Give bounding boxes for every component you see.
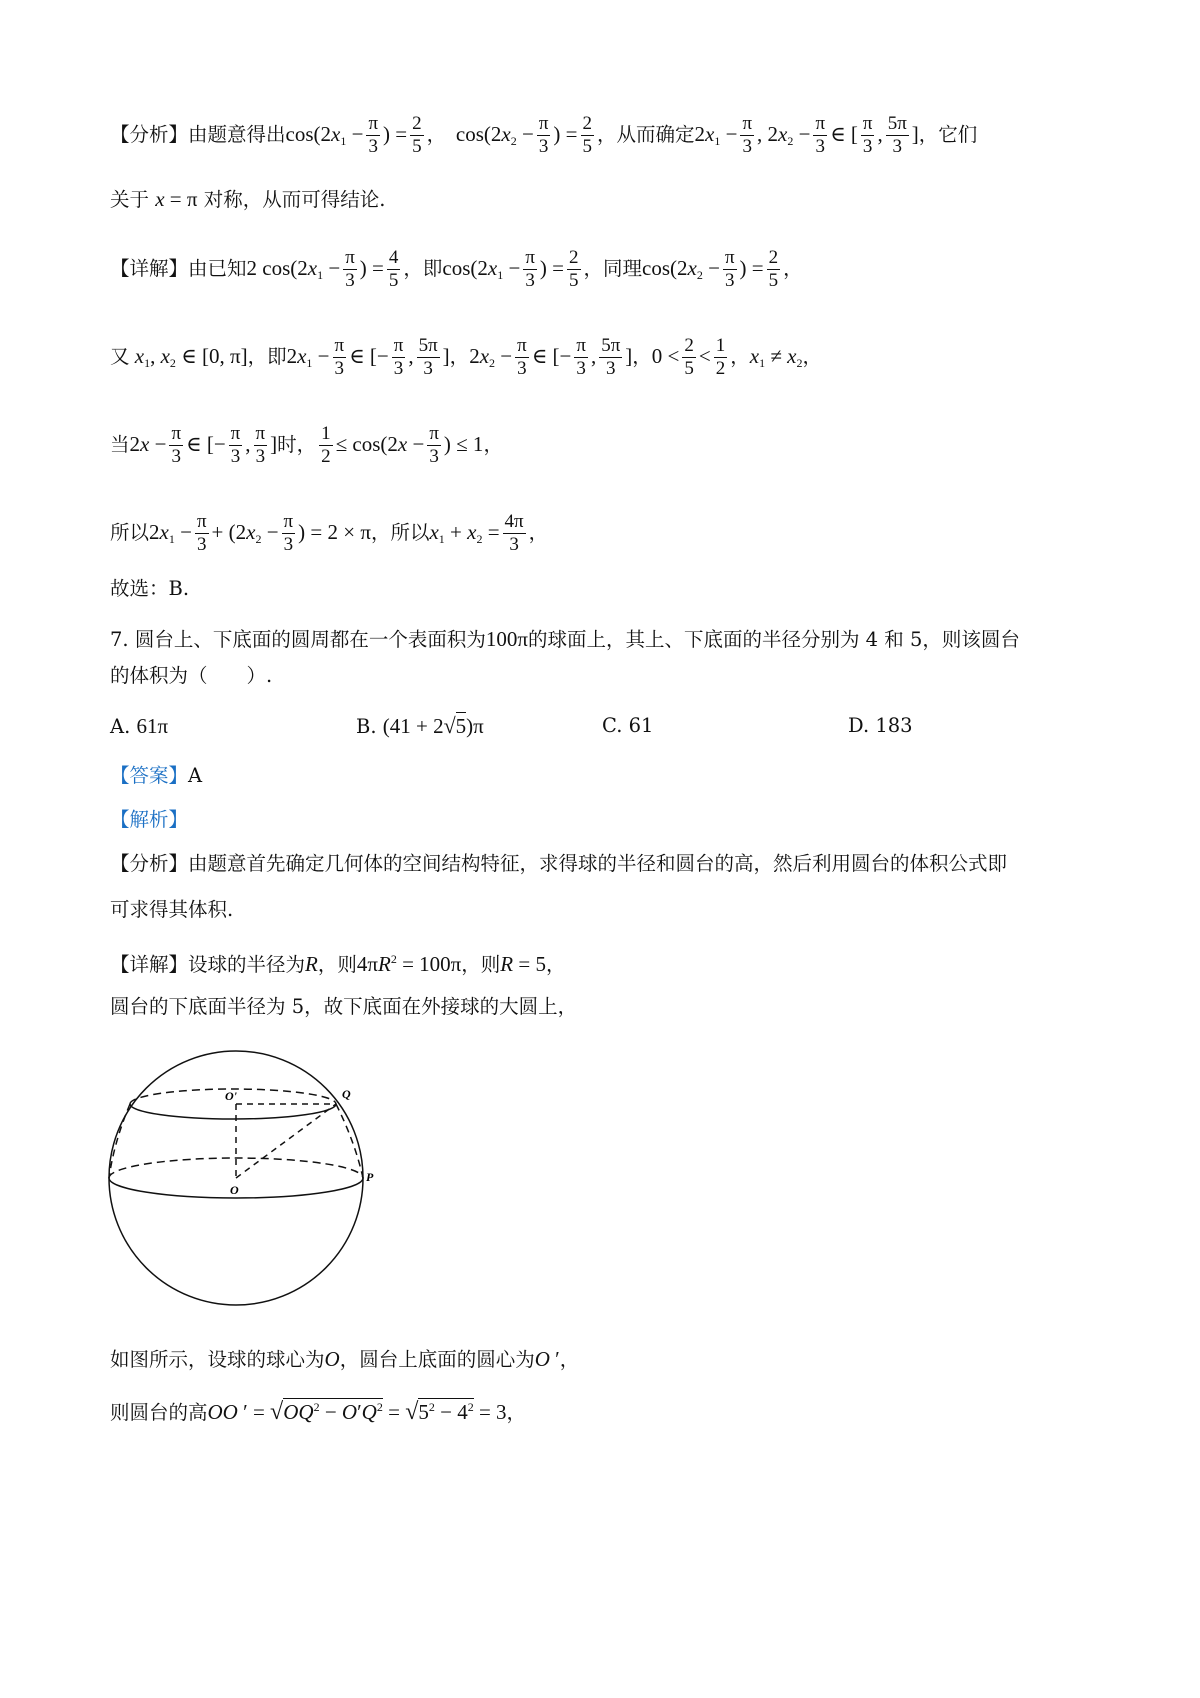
text: ， bbox=[632, 345, 652, 368]
text: A. bbox=[110, 715, 131, 738]
fraction: $\frac{\pi}{3}$ bbox=[393, 335, 404, 379]
text: 由题意首先确定几何体的空间结构特征，求得球的半径和圆台的高，然后利用圆台的体积公式即 bbox=[188, 852, 1008, 875]
math: ∈ [ bbox=[830, 122, 858, 146]
math: ] bbox=[911, 122, 919, 146]
option-d: D. 183 bbox=[848, 714, 913, 737]
math: 61π bbox=[136, 714, 169, 738]
text: ， bbox=[545, 953, 566, 976]
math: $4\pi R^2 = 100\pi$ bbox=[356, 952, 462, 976]
text: ，它们 bbox=[918, 123, 978, 146]
math: x = π bbox=[155, 187, 198, 211]
option-a bbox=[110, 712, 168, 741]
text: 对称，从而可得结论. bbox=[203, 188, 386, 211]
fraction: $\frac{\pi}{3}$ bbox=[742, 113, 753, 157]
fraction: $\frac{\pi}{3}$ bbox=[815, 113, 826, 157]
text: ， bbox=[730, 345, 750, 368]
math: ) = bbox=[359, 256, 384, 280]
math: , $2x_2$ − bbox=[757, 122, 811, 148]
fraction: $\frac{\pi}{3}$ bbox=[255, 423, 266, 467]
math: $\cos(2x_1$ − bbox=[285, 122, 364, 148]
math: ] bbox=[442, 344, 450, 368]
fraction: $\frac{\pi}{3}$ bbox=[368, 113, 379, 157]
math: O ′ bbox=[534, 1347, 560, 1371]
math: , bbox=[408, 344, 414, 368]
fraction: $\frac{\pi}{3}$ bbox=[862, 113, 873, 157]
text: ，同理 bbox=[583, 257, 643, 280]
label-o-prime: O' bbox=[225, 1089, 237, 1103]
math: ≤ cos(2x − bbox=[335, 432, 425, 456]
text: 如图所示，设球的球心为 bbox=[110, 1348, 325, 1371]
text: ， bbox=[783, 257, 803, 280]
math: $2x_2$ − bbox=[469, 344, 513, 370]
fraction: $\frac{\pi}{3}$ bbox=[230, 423, 241, 467]
detail-tag: 【详解】 bbox=[110, 257, 189, 280]
math: ∈ [− bbox=[531, 344, 572, 368]
analysis-line-1 bbox=[110, 113, 1090, 158]
answer-line bbox=[110, 762, 1090, 790]
math: OO ′ = $√OQ^2 - O'Q^2 = √5^2 - 4^2 = 3$ bbox=[207, 1399, 507, 1425]
text: ，从而确定 bbox=[597, 123, 695, 146]
math: < bbox=[698, 344, 711, 368]
math: $x_1$, $x_2$ ∈ [0, π] bbox=[134, 344, 248, 370]
radius-line: 圆台的下底面半径为 5，故下底面在外接球的大圆上， bbox=[110, 995, 578, 1018]
fraction: $\frac{4}{5}$ bbox=[388, 247, 399, 291]
math: (41 + 2√5)π bbox=[382, 713, 484, 738]
fraction: $\frac{\pi}{3}$ bbox=[345, 247, 355, 291]
text: ，即 bbox=[247, 345, 287, 368]
choice-line: 故选：B. bbox=[110, 577, 190, 600]
top-circle-front bbox=[130, 1104, 336, 1119]
fraction: $\frac{1}{2}$ bbox=[715, 335, 726, 379]
text: ， bbox=[449, 345, 470, 368]
text: ，圆台上底面的圆心为 bbox=[339, 1348, 535, 1371]
text: ，即 bbox=[403, 257, 443, 280]
math: ) = bbox=[539, 256, 565, 280]
label-o: O bbox=[230, 1183, 239, 1197]
fraction: $\frac{\pi}{3}$ bbox=[429, 423, 439, 467]
text: 的球面上，其上、下底面的半径分别为 4 和 5，则该圆台 bbox=[527, 628, 1020, 651]
text: ， bbox=[528, 521, 549, 544]
math: $2x_1$ − bbox=[286, 344, 330, 370]
text: 时， bbox=[277, 433, 317, 456]
frustum-left-edge bbox=[109, 1104, 130, 1178]
math: ∈ [− bbox=[186, 432, 226, 456]
fraction: $\frac{\pi}{3}$ bbox=[196, 511, 207, 555]
text: ，则 bbox=[461, 953, 501, 976]
math: 2x − bbox=[129, 432, 167, 456]
fraction: $\frac{\pi}{3}$ bbox=[171, 423, 182, 467]
math: 0 < bbox=[651, 344, 680, 368]
text: 所以 bbox=[110, 521, 150, 544]
label-q: Q bbox=[342, 1087, 351, 1101]
math: , bbox=[590, 344, 597, 368]
text: 又 bbox=[110, 345, 130, 368]
analysis-tag: 【分析】 bbox=[110, 852, 189, 875]
text: 当 bbox=[110, 433, 130, 456]
text: ，则 bbox=[317, 953, 357, 976]
text: 圆台上、下底面的圆周都在一个表面积为 bbox=[134, 628, 486, 651]
fraction: $\frac{5\pi}{3}$ bbox=[601, 335, 621, 379]
sphere-frustum-figure bbox=[100, 1050, 420, 1310]
text: 设球的半径为 bbox=[188, 953, 306, 976]
fraction: $\frac{5\pi}{3}$ bbox=[887, 113, 907, 157]
text: 则圆台的高 bbox=[110, 1401, 208, 1424]
analysis-tag: 【分析】 bbox=[110, 123, 189, 146]
detail-line-4 bbox=[110, 511, 1090, 556]
fraction: $\frac{\pi}{3}$ bbox=[334, 335, 345, 379]
math: ∈ [− bbox=[349, 344, 389, 368]
math: 2 $\cos(2x_1$ − bbox=[246, 256, 341, 282]
math: $x_1 + x_2$ = bbox=[429, 520, 500, 546]
fraction: $\frac{1}{2}$ bbox=[321, 423, 331, 467]
math: ] bbox=[625, 344, 633, 368]
math: $\cos(2x_1$ − bbox=[442, 256, 521, 282]
math: R = 5 bbox=[500, 952, 546, 976]
fraction: $\frac{\pi}{3}$ bbox=[525, 247, 535, 291]
text: 关于 bbox=[110, 188, 156, 211]
detail-line-2 bbox=[110, 335, 1090, 380]
fraction: $\frac{5\pi}{3}$ bbox=[418, 335, 438, 379]
answer-value: A bbox=[188, 764, 203, 787]
text: ， bbox=[506, 1401, 527, 1424]
option-c: C. 61 bbox=[602, 714, 654, 737]
fraction: $\frac{\pi}{3}$ bbox=[576, 335, 586, 379]
option-b bbox=[356, 712, 484, 741]
fraction: $\frac{2}{5}$ bbox=[412, 113, 422, 157]
analysis-line-2 bbox=[110, 185, 1090, 214]
text: ， bbox=[559, 1348, 580, 1371]
text: B. bbox=[356, 715, 377, 738]
height-formula-line bbox=[110, 1393, 1090, 1427]
question-7-line-1 bbox=[110, 625, 1090, 654]
math: R bbox=[305, 952, 318, 976]
question-7-line-2: 的体积为（ ）. bbox=[110, 664, 273, 687]
math: $\cos(2x_2$ − bbox=[455, 122, 534, 148]
analysis2-line-2: 可求得其体积. bbox=[110, 898, 234, 921]
math: ) = bbox=[383, 122, 408, 146]
math: $x_1 \ne x_2$ bbox=[749, 344, 803, 370]
fraction: $\frac{\pi}{3}$ bbox=[283, 511, 294, 555]
fraction: $\frac{2}{5}$ bbox=[569, 247, 579, 291]
math: $\cos(2x_2$ − bbox=[642, 256, 720, 282]
detail-line-3 bbox=[110, 423, 1090, 468]
fraction: $\frac{4\pi}{3}$ bbox=[504, 511, 524, 555]
math: , bbox=[245, 432, 251, 456]
math: $2x_1$ − bbox=[149, 520, 192, 546]
text: ， bbox=[802, 345, 822, 368]
fraction: $\frac{2}{5}$ bbox=[684, 335, 694, 379]
answer-tag: 【答案】 bbox=[110, 764, 189, 787]
question-number: 7. bbox=[110, 628, 129, 651]
fraction: $\frac{\pi}{3}$ bbox=[538, 113, 549, 157]
math: 100π bbox=[485, 627, 528, 651]
math: O bbox=[324, 1347, 340, 1371]
text: 由已知 bbox=[188, 257, 247, 280]
detail-line-1 bbox=[110, 247, 1090, 292]
text: 由题意得出 bbox=[188, 123, 286, 146]
analysis2-line-1 bbox=[110, 850, 1090, 878]
fraction: $\frac{\pi}{3}$ bbox=[724, 247, 735, 291]
label-p: P bbox=[366, 1170, 374, 1184]
detail-tag: 【详解】 bbox=[110, 953, 189, 976]
math: ) = bbox=[553, 122, 578, 146]
math: , bbox=[877, 122, 883, 146]
fraction: $\frac{2}{5}$ bbox=[582, 113, 593, 157]
fraction: $\frac{2}{5}$ bbox=[768, 247, 779, 291]
text: ，所以 bbox=[370, 521, 430, 544]
math: ] bbox=[270, 432, 278, 456]
text: ， bbox=[426, 123, 456, 146]
math: ) = 2 × π bbox=[298, 520, 371, 544]
center-line bbox=[110, 1345, 1090, 1374]
math: ) ≤ 1 bbox=[443, 432, 484, 456]
math: + ($2x_2$ − bbox=[211, 520, 279, 546]
math: ) = bbox=[739, 256, 764, 280]
detail2-line bbox=[110, 945, 1090, 979]
fraction: $\frac{\pi}{3}$ bbox=[517, 335, 527, 379]
jiexi-tag: 【解析】 bbox=[110, 808, 189, 831]
text: ， bbox=[483, 433, 503, 456]
math: $2x_1$ − bbox=[694, 122, 738, 148]
radius-line-oq bbox=[236, 1104, 336, 1178]
